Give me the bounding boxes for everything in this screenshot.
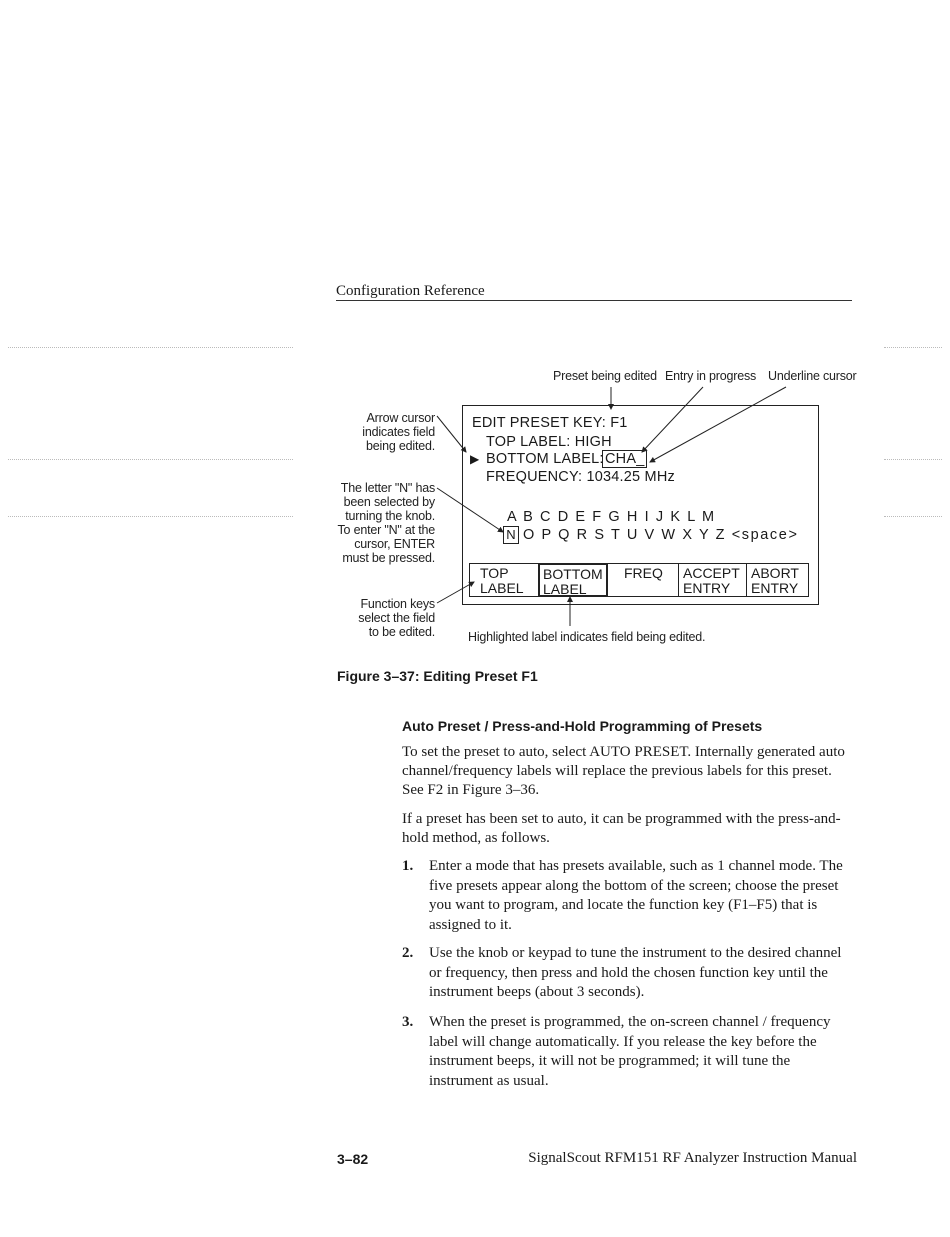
label-preset-edited: Preset being edited bbox=[553, 369, 657, 383]
list-item: 3. When the preset is programmed, the on-screen channel / frequency label will change automatically. If you release the key before the instrument beeps, it will not be programmed; it will tune the instrument as usual. bbox=[402, 1014, 831, 1089]
running-header: Configuration Reference bbox=[336, 283, 485, 299]
screen-bottom-label: BOTTOM LABEL: bbox=[486, 451, 604, 467]
callout-function-keys: Function keys select the field to be edited. bbox=[358, 597, 435, 639]
bottom-label-entry: CHA_ bbox=[602, 450, 647, 468]
paragraph: If a preset has been set to auto, it can be programmed with the press-and-hold method, as follows. bbox=[402, 811, 841, 846]
screen-top-label: TOP LABEL: HIGH bbox=[486, 434, 612, 450]
screen-frequency: FREQUENCY: 1034.25 MHz bbox=[486, 469, 675, 485]
arrow-cursor-icon: ▶ bbox=[470, 452, 480, 466]
paragraph: To set the preset to auto, select AUTO PRESET. Internally generated auto channel/frequency labels will replace the previous labels for this preset. See F2 in Figure 3–36. bbox=[402, 744, 845, 798]
screen-title: EDIT PRESET KEY: F1 bbox=[472, 415, 628, 431]
fkey-abort-entry[interactable]: ABORT ENTRY bbox=[746, 564, 808, 596]
page-number: 3–82 bbox=[337, 1151, 369, 1167]
figure-caption: Figure 3–37: Editing Preset F1 bbox=[337, 668, 538, 684]
section-heading: Auto Preset / Press-and-Hold Programming of Presets bbox=[402, 718, 763, 734]
list-item: 2. Use the knob or keypad to tune the instrument to the desired channel or frequency, then press and hold the chosen function key until the instrument beeps (about 3 seconds). bbox=[402, 945, 842, 1000]
fkey-freq[interactable]: FREQ bbox=[624, 565, 663, 581]
selected-letter-box: N bbox=[503, 526, 519, 544]
callout-arrow-cursor: Arrow cursor indicates field being edited. bbox=[362, 411, 435, 453]
callout-letter-n: The letter "N" has been selected by turning the knob. To enter "N" at the cursor, ENTER must be pressed. bbox=[337, 481, 435, 565]
fkey-accept-entry[interactable]: ACCEPT ENTRY bbox=[678, 564, 746, 596]
running-footer: SignalScout RFM151 RF Analyzer Instruction Manual bbox=[528, 1150, 857, 1166]
label-entry-progress: Entry in progress bbox=[665, 369, 757, 383]
alphabet-row-2: O P Q R S T U V W X Y Z <space> bbox=[523, 527, 799, 543]
label-highlighted: Highlighted label indicates field being edited. bbox=[468, 630, 706, 644]
label-underline-cursor: Underline cursor bbox=[768, 369, 857, 383]
alphabet-row-1: A B C D E F G H I J K L M bbox=[507, 509, 716, 525]
fkey-bottom-label[interactable]: BOTTOM LABEL bbox=[538, 563, 608, 597]
fkey-top-label[interactable]: TOP LABEL bbox=[480, 565, 524, 596]
list-item: 1. Enter a mode that has presets available, such as 1 channel mode. The five presets appear along the bottom of the screen; choose the preset you want to program, and locate the function key (F1–F5) that is assigned to it. bbox=[402, 858, 843, 933]
